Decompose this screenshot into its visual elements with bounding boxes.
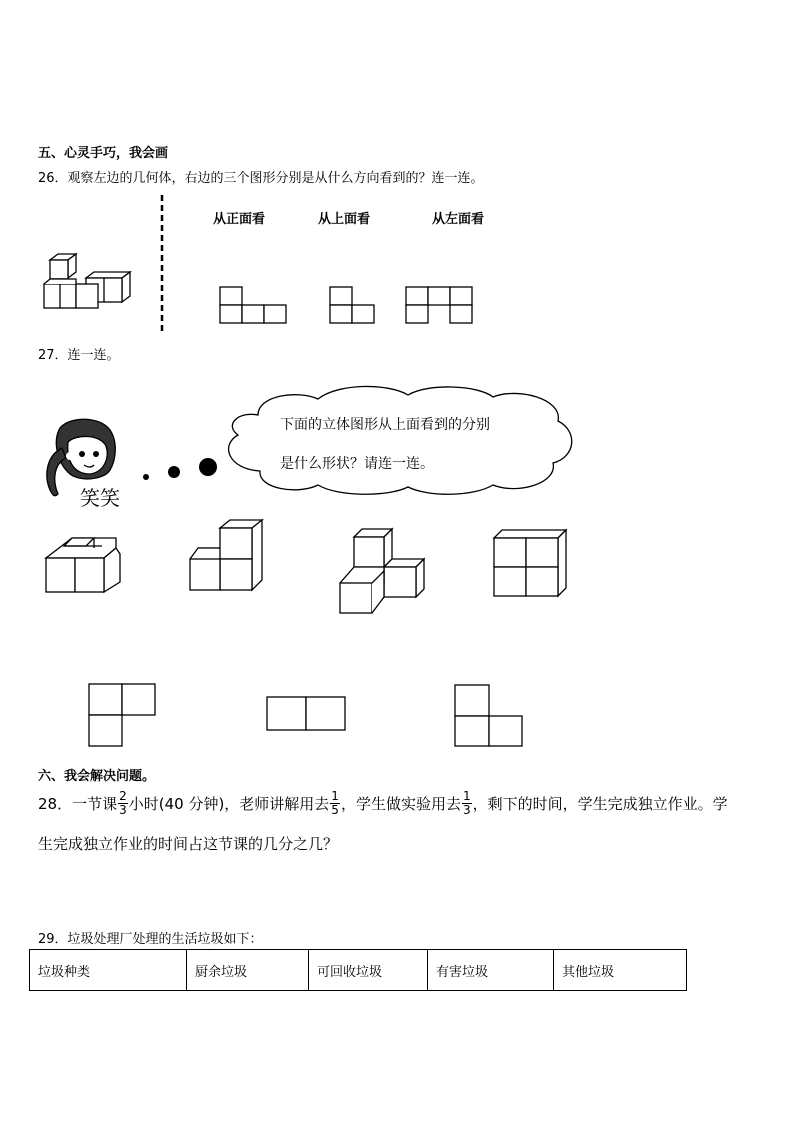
section-6-title: 六、我会解决问题。 bbox=[38, 769, 156, 784]
q28-text-part-1: 28．一节课 bbox=[38, 795, 118, 813]
fraction-one-fifth bbox=[330, 790, 340, 817]
character-name-label: 笑笑 bbox=[80, 486, 120, 510]
question-26-text: 26．观察左边的几何体，右边的三个图形分别是从什么方向看到的？连一连。 bbox=[38, 171, 484, 186]
q27-top-view-2 bbox=[266, 696, 348, 732]
fraction-denominator: 5 bbox=[331, 803, 339, 817]
q27-solid-2 bbox=[188, 518, 264, 592]
view-label-left: 从左面看 bbox=[432, 212, 485, 227]
view-label-top: 从上面看 bbox=[318, 212, 371, 227]
question-28-line-1 bbox=[38, 790, 728, 817]
fraction-denominator: 3 bbox=[462, 803, 471, 817]
table-header-cell: 有害垃圾 bbox=[428, 950, 554, 991]
fraction-numerator: 2 bbox=[119, 789, 127, 803]
q26-view-shape-3 bbox=[406, 287, 474, 325]
q27-top-view-1 bbox=[88, 683, 158, 749]
fraction-denominator: 3 bbox=[119, 803, 127, 817]
q28-text-part-4: ，剩下的时间，学生完成独立作业。学 bbox=[472, 795, 728, 813]
table-header-cell: 厨余垃圾 bbox=[187, 950, 309, 991]
cloud-text-line-1: 下面的立体图形从上面看到的分别 bbox=[280, 417, 490, 433]
q28-text-part-3: ，学生做实验用去 bbox=[340, 795, 461, 813]
q26-view-shape-1 bbox=[220, 287, 288, 325]
table-header-cell: 垃圾种类 bbox=[30, 950, 187, 991]
thought-bubble-dots bbox=[140, 455, 220, 485]
section-5-title: 五、心灵手巧，我会画 bbox=[38, 146, 169, 161]
q27-solid-1 bbox=[42, 538, 122, 594]
waste-table bbox=[29, 949, 687, 991]
q26-solid-figure bbox=[40, 250, 145, 312]
table-row bbox=[30, 950, 687, 991]
cloud-text-line-2: 是什么形状？请连一连。 bbox=[280, 456, 434, 472]
fraction-numerator: 1 bbox=[331, 789, 339, 803]
question-27-text: 27．连一连。 bbox=[38, 348, 120, 363]
question-28-line-2: 生完成独立作业的时间占这节课的几分之几？ bbox=[38, 835, 339, 853]
q27-solid-4 bbox=[492, 528, 570, 598]
question-29-text: 29．垃圾处理厂处理的生活垃圾如下： bbox=[38, 932, 263, 947]
q27-top-view-3 bbox=[454, 684, 526, 748]
q27-solid-3 bbox=[338, 529, 428, 615]
table-header-cell: 其他垃圾 bbox=[554, 950, 687, 991]
q26-view-shape-2 bbox=[330, 287, 376, 325]
q28-text-part-2: 小时(40 分钟)，老师讲解用去 bbox=[128, 795, 330, 813]
fraction-two-thirds bbox=[118, 790, 128, 817]
table-header-cell: 可回收垃圾 bbox=[309, 950, 428, 991]
fraction-one-third bbox=[462, 790, 472, 817]
view-label-front: 从正面看 bbox=[213, 212, 266, 227]
fraction-numerator: 1 bbox=[462, 789, 471, 803]
q26-divider-line bbox=[160, 195, 164, 335]
thought-cloud bbox=[218, 385, 578, 497]
